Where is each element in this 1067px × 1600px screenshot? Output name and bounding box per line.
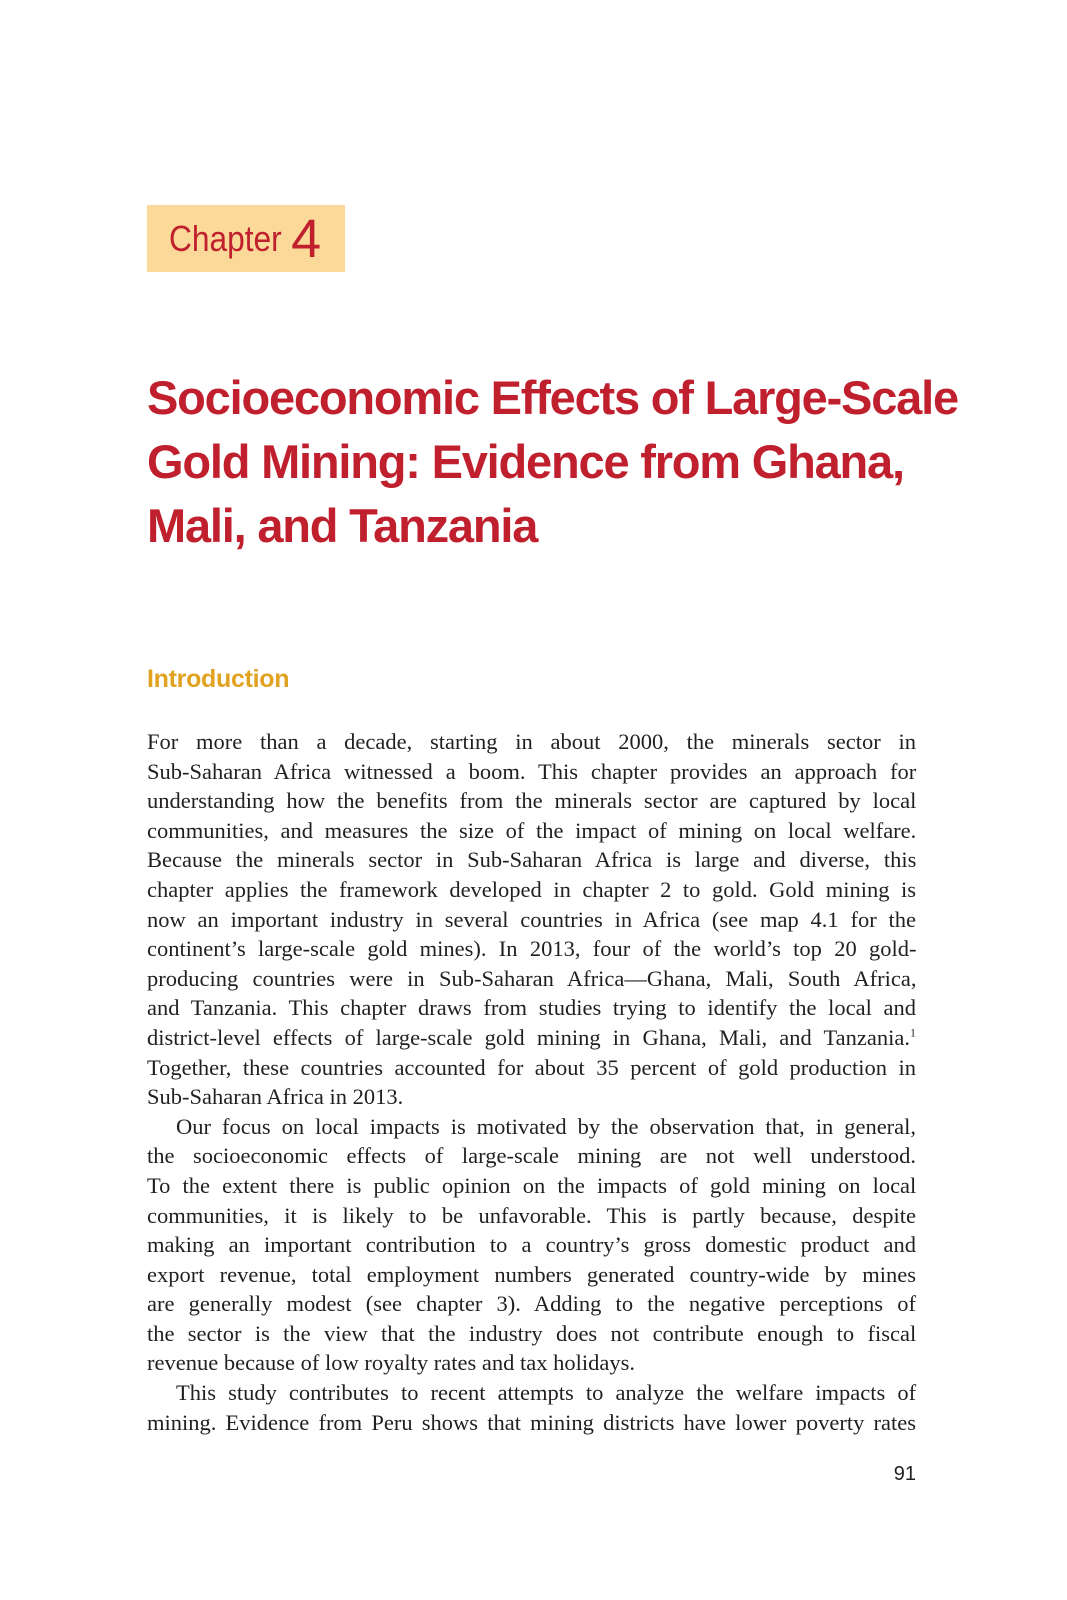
paragraph-2 xyxy=(147,1112,916,1378)
chapter-title xyxy=(147,366,958,558)
text-line: the socioeconomic effects of large-scale mining are not well understood. xyxy=(147,1143,916,1169)
text-line: making an important contribution to a country’s gross domestic product and xyxy=(147,1232,916,1258)
text-line: producing countries were in Sub-Saharan Africa—Ghana, Mali, South Africa, xyxy=(147,965,917,991)
text-line: are generally modest (see chapter 3). Adding to the negative perceptions of xyxy=(147,1291,916,1317)
chapter-title-line: Gold Mining: Evidence from Ghana, xyxy=(147,435,904,488)
text-line: Our focus on local impacts is motivated by the observation that, in general, xyxy=(176,1113,917,1139)
text-line: To the extent there is public opinion on the impacts of gold mining on local xyxy=(147,1172,917,1198)
paragraph-3 xyxy=(147,1378,916,1437)
text-line: district-level effects of large-scale gold mining in Ghana, Mali, and Tanzania. xyxy=(147,1024,910,1050)
text-line: export revenue, total employment numbers generated country-wide by mines xyxy=(147,1261,916,1287)
text-line: For more than a decade, starting in about 2000, the minerals sector in xyxy=(147,729,916,754)
chapter-label-box xyxy=(147,205,345,272)
text-line: understanding how the benefits from the minerals sector are captured by local xyxy=(147,788,917,814)
text-line: This study contributes to recent attempts to analyze the welfare impacts of xyxy=(176,1380,917,1406)
text-line: mining. Evidence from Peru shows that mining districts have lower poverty rates xyxy=(147,1409,916,1435)
chapter-title-line: Mali, and Tanzania xyxy=(147,499,538,552)
text-line: communities, it is likely to be unfavorable. This is partly because, despite xyxy=(147,1202,916,1228)
body-text xyxy=(147,727,916,1437)
page-number: 91 xyxy=(893,1463,916,1485)
text-line: the sector is the view that the industry does not contribute enough to fiscal xyxy=(147,1320,917,1346)
text-line: Sub-Saharan Africa in 2013. xyxy=(147,1084,404,1110)
chapter-word: Chapter xyxy=(169,217,282,259)
text-line: now an important industry in several countries in Africa (see map 4.1 for the xyxy=(147,906,916,932)
text-line: chapter applies the framework developed in chapter 2 to gold. Gold mining is xyxy=(147,876,916,902)
chapter-title-line: Socioeconomic Effects of Large-Scale xyxy=(147,371,958,424)
section-heading-introduction: Introduction xyxy=(147,665,290,693)
text-line: communities, and measures the size of the impact of mining on local welfare. xyxy=(147,817,917,843)
text-line: Sub-Saharan Africa witnessed a boom. This chapter provides an approach for xyxy=(147,758,917,784)
text-line-with-footnote xyxy=(147,1023,916,1053)
paragraph-1 xyxy=(147,727,916,1112)
chapter-number: 4 xyxy=(291,208,322,269)
text-line: revenue because of low royalty rates and tax holidays. xyxy=(147,1350,635,1376)
footnote-marker: 1 xyxy=(910,1025,916,1040)
text-line: Together, these countries accounted for about 35 percent of gold production in xyxy=(147,1054,916,1080)
text-line: Because the minerals sector in Sub-Saharan Africa is large and diverse, this xyxy=(147,847,917,873)
text-line: and Tanzania. This chapter draws from studies trying to identify the local and xyxy=(147,995,916,1021)
text-line: continent’s large-scale gold mines). In 2013, four of the world’s top 20 gold- xyxy=(147,936,917,962)
